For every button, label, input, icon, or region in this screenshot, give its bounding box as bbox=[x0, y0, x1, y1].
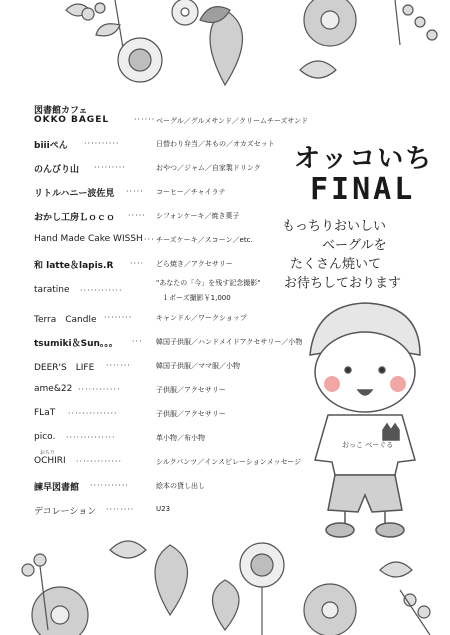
top-illustration bbox=[0, 0, 450, 100]
vendor-row bbox=[34, 355, 324, 379]
vendor-name: 和 latte＆lapis.R bbox=[34, 261, 114, 271]
vendor-name: ame&22 bbox=[34, 384, 73, 394]
leader-dots: ···· bbox=[130, 259, 145, 268]
vendor-name: OKKO BAGEL bbox=[34, 115, 110, 125]
leader-dots: ·············· bbox=[68, 409, 118, 418]
vendor-desc: シルクパンツ／インスピレーションメッセージ bbox=[156, 458, 302, 466]
strawberry-icon bbox=[213, 580, 240, 630]
vendor-desc: 絵本の貸し出し bbox=[156, 482, 205, 490]
vendor-row bbox=[34, 229, 324, 253]
vendor-name: おかし工房Ｌｏｃｏ bbox=[34, 213, 116, 223]
berry-icon bbox=[34, 554, 46, 566]
message-line: もっちりおいしい bbox=[282, 219, 387, 234]
vendor-name: デコレーション bbox=[34, 507, 97, 517]
headline: オッコいち bbox=[294, 144, 434, 174]
boy-illustration bbox=[290, 300, 440, 540]
vendor-row bbox=[34, 157, 324, 181]
leader-dots: ·············· bbox=[66, 433, 116, 442]
vendor-row bbox=[34, 379, 324, 403]
bottom-illustration bbox=[0, 530, 450, 635]
vendor-row bbox=[34, 475, 324, 499]
leaf-icon bbox=[300, 61, 336, 78]
stem-icon bbox=[395, 0, 400, 45]
leader-dots: ··· bbox=[144, 235, 155, 244]
eye-icon bbox=[345, 367, 351, 373]
leader-dots: ··········· bbox=[90, 481, 129, 490]
vendor-desc-line2: １ポーズ撮影￥1,000 bbox=[162, 294, 231, 302]
berry-icon bbox=[95, 3, 105, 13]
vendor-desc: 韓国子供服／ハンドメイドアクセサリー／小物 bbox=[156, 338, 303, 346]
leader-dots: ············ bbox=[80, 286, 123, 295]
leader-dots: ··· bbox=[132, 337, 143, 346]
leader-dots: ·········· bbox=[84, 139, 120, 148]
vendor-name: taratine bbox=[34, 285, 70, 295]
vendor-desc: コーヒー／チャイラテ bbox=[156, 188, 226, 196]
leader-dots: ········· bbox=[94, 163, 126, 172]
leaf-icon bbox=[110, 541, 146, 558]
vendor-desc: チーズケーキ／スコーン／etc. bbox=[156, 236, 253, 244]
vendor-name: Hand Made Cake WISSH bbox=[34, 234, 143, 244]
vendor-row bbox=[34, 307, 324, 331]
vendor-name: のんびり山 bbox=[34, 165, 80, 175]
eye-icon bbox=[379, 367, 385, 373]
vendor-row bbox=[34, 133, 324, 157]
cheek-icon bbox=[324, 376, 340, 392]
leader-dots: ············· bbox=[76, 457, 123, 466]
cheek-icon bbox=[390, 376, 406, 392]
vendor-desc: 日替わり弁当／丼もの／オカズセット bbox=[156, 140, 275, 148]
vendor-desc: ベーグル／グルメサンド／クリームチーズサンド bbox=[156, 117, 309, 125]
leader-dots: ····· bbox=[126, 187, 144, 196]
vendor-name: pico. bbox=[34, 432, 56, 442]
vendor-desc: おやつ／ジャム／自家製ドリンク bbox=[156, 164, 261, 172]
vendor-name: OCHIRI bbox=[34, 456, 66, 466]
vendor-desc: キャンドル／ワークショップ bbox=[156, 314, 247, 322]
vendor-row bbox=[34, 205, 324, 229]
berry-icon bbox=[403, 5, 413, 15]
message-line: お待ちしております bbox=[284, 276, 402, 291]
leader-dots: ········ bbox=[104, 313, 133, 322]
vendor-name: リトルハニー波佐見 bbox=[34, 189, 115, 199]
leader-dots: ············ bbox=[78, 385, 121, 394]
vendor-name: Terra Candle bbox=[34, 315, 97, 325]
vendor-row bbox=[34, 499, 324, 523]
berry-icon bbox=[82, 8, 94, 20]
leader-dots: ······· bbox=[106, 361, 131, 370]
vendor-desc: U23 bbox=[156, 505, 171, 513]
shirt-text: おっこ べーぐる bbox=[342, 441, 394, 449]
leaf-icon bbox=[96, 24, 120, 36]
berry-icon bbox=[418, 606, 430, 618]
message-line: ベーグルを bbox=[322, 238, 387, 253]
leader-dots: ········ bbox=[106, 505, 135, 514]
vendor-name: DEER'S LIFE bbox=[34, 363, 95, 373]
leader-dots: ····· bbox=[128, 211, 146, 220]
shorts-icon bbox=[328, 475, 402, 512]
final-heading: FINAL bbox=[310, 172, 416, 207]
vendor-name: biiiぺん bbox=[34, 141, 68, 151]
vendor-row bbox=[34, 403, 324, 427]
vendor-row bbox=[34, 451, 324, 475]
vendor-row bbox=[34, 277, 324, 307]
vendor-name-ruby: おちり bbox=[40, 450, 56, 456]
vendor-name-line1: 図書館カフェ bbox=[34, 106, 88, 116]
vendor-desc: 韓国子供服／ママ服／小物 bbox=[156, 362, 240, 370]
vendor-desc: 子供服／アクセサリー bbox=[156, 410, 226, 418]
berry-icon bbox=[415, 17, 425, 27]
vendor-row bbox=[34, 253, 324, 277]
strawberry-icon bbox=[155, 545, 188, 615]
vendor-desc: 子供服／アクセサリー bbox=[156, 386, 226, 394]
vendor-desc: "あなたの「今」を残す記念撮影" bbox=[156, 279, 261, 287]
vendor-row bbox=[34, 331, 324, 355]
vendor-desc: シフォンケーキ／焼き菓子 bbox=[156, 212, 240, 220]
vendor-row bbox=[34, 427, 324, 451]
vendor-name: FLaT bbox=[34, 408, 56, 418]
vendor-desc: 革小物／布小物 bbox=[156, 434, 205, 442]
message-line: たくさん焼いて bbox=[290, 257, 382, 272]
berry-icon bbox=[427, 30, 437, 40]
berry-icon bbox=[22, 564, 34, 576]
vendor-row bbox=[34, 181, 324, 205]
vendor-name: 諫早図書館 bbox=[34, 483, 80, 493]
face-icon bbox=[315, 332, 415, 412]
vendor-row bbox=[34, 103, 324, 133]
leaf-icon bbox=[380, 562, 412, 577]
vendor-name: tsumiki＆Sun。。。 bbox=[34, 339, 118, 349]
leader-dots: ······ bbox=[134, 115, 156, 124]
vendor-list bbox=[34, 103, 324, 523]
vendor-desc: どら焼き／アクセサリー bbox=[156, 260, 233, 268]
